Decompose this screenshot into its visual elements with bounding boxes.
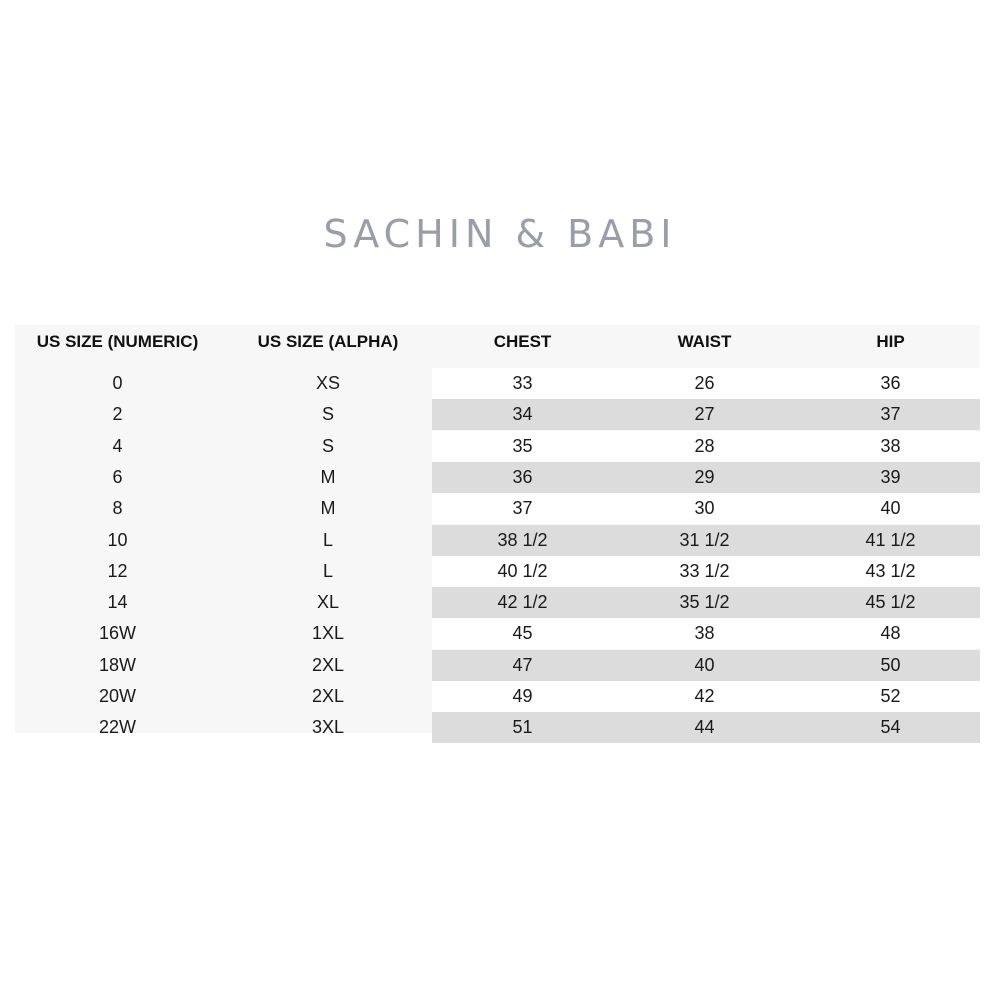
- header-hip: HIP: [876, 332, 905, 351]
- table-row: [15, 712, 980, 743]
- cell-chest: 40 1/2: [497, 560, 548, 581]
- cell-waist: 28: [694, 435, 715, 456]
- cell-chest: 42 1/2: [497, 592, 548, 613]
- cell-us-size-numeric: 2: [112, 404, 123, 425]
- table-row: [15, 618, 980, 649]
- cell-us-size-numeric: 14: [107, 592, 128, 613]
- cell-us-size-numeric: 8: [112, 498, 123, 519]
- cell-waist: 44: [694, 717, 715, 738]
- table-row: [15, 368, 980, 399]
- header-waist: WAIST: [677, 332, 732, 351]
- cell-chest: 34: [512, 404, 533, 425]
- cell-waist: 31 1/2: [679, 529, 730, 550]
- cell-us-size-numeric: 6: [112, 466, 123, 487]
- table-row: [15, 493, 980, 524]
- cell-us-size-alpha: 3XL: [311, 717, 345, 738]
- cell-waist: 30: [694, 498, 715, 519]
- table-row: [15, 650, 980, 681]
- cell-waist: 26: [694, 373, 715, 393]
- header-us-size-numeric: US SIZE (NUMERIC): [36, 332, 199, 351]
- cell-us-size-numeric: 12: [107, 560, 128, 581]
- cell-us-size-alpha: S: [321, 404, 334, 425]
- cell-hip: 38: [880, 435, 901, 456]
- cell-hip: 54: [880, 717, 901, 738]
- cell-us-size-alpha: 2XL: [311, 686, 345, 706]
- table-row: [15, 462, 980, 493]
- cell-us-size-alpha: XS: [315, 373, 340, 393]
- cell-waist: 38: [694, 623, 715, 644]
- cell-us-size-numeric: 4: [112, 435, 123, 456]
- cell-hip: 50: [880, 654, 901, 675]
- cell-chest: 36: [512, 466, 533, 487]
- cell-us-size-numeric: 16W: [98, 623, 136, 644]
- cell-us-size-numeric: 10: [107, 529, 128, 550]
- cell-waist: 27: [694, 404, 715, 425]
- cell-waist: 42: [694, 686, 715, 706]
- cell-waist: 33 1/2: [679, 560, 730, 581]
- cell-us-size-numeric: 22W: [98, 717, 136, 738]
- cell-hip: 36: [880, 373, 901, 393]
- table-row: [15, 587, 980, 618]
- cell-hip: 41 1/2: [865, 529, 916, 550]
- cell-waist: 40: [694, 654, 715, 675]
- cell-chest: 37: [512, 498, 533, 519]
- cell-chest: 45: [512, 623, 533, 644]
- cell-waist: 35 1/2: [679, 592, 730, 613]
- cell-hip: 43 1/2: [865, 560, 916, 581]
- cell-chest: 49: [512, 686, 533, 706]
- cell-us-size-alpha: M: [320, 466, 336, 487]
- cell-us-size-alpha: M: [320, 498, 336, 519]
- header-us-size-alpha: US SIZE (ALPHA): [257, 332, 399, 351]
- cell-hip: 45 1/2: [865, 592, 916, 613]
- table-row: [15, 681, 980, 712]
- table-row: [15, 431, 980, 462]
- brand-logo-text: SACHIN & BABI: [323, 212, 677, 256]
- cell-us-size-alpha: XL: [316, 592, 340, 613]
- cell-us-size-alpha: 1XL: [311, 623, 345, 644]
- cell-waist: 29: [694, 466, 715, 487]
- cell-us-size-numeric: 0: [112, 373, 123, 393]
- size-chart-table: [15, 325, 980, 738]
- cell-us-size-alpha: L: [322, 529, 333, 550]
- cell-hip: 39: [880, 466, 901, 487]
- header-chest: CHEST: [493, 332, 552, 351]
- cell-chest: 38 1/2: [497, 529, 548, 550]
- table-header-row: [15, 325, 980, 358]
- cell-chest: 35: [512, 435, 533, 456]
- cell-hip: 52: [880, 686, 901, 706]
- table-row: [15, 556, 980, 587]
- cell-chest: 47: [512, 654, 533, 675]
- cell-us-size-alpha: L: [322, 560, 333, 581]
- cell-us-size-numeric: 20W: [98, 686, 136, 706]
- table-row: [15, 525, 980, 556]
- table-row: [15, 399, 980, 430]
- cell-us-size-alpha: 2XL: [311, 654, 345, 675]
- cell-chest: 51: [512, 717, 533, 738]
- cell-us-size-numeric: 18W: [98, 654, 136, 675]
- cell-chest: 33: [512, 373, 533, 393]
- cell-us-size-alpha: S: [321, 435, 334, 456]
- cell-hip: 48: [880, 623, 901, 644]
- cell-hip: 37: [880, 404, 901, 425]
- cell-hip: 40: [880, 498, 901, 519]
